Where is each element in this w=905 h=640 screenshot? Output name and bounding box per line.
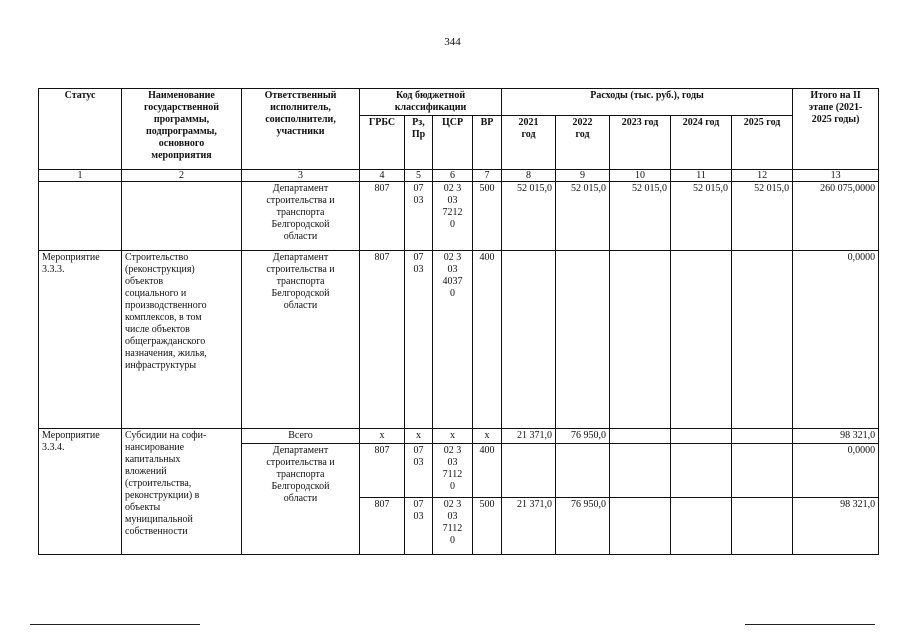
header-vr: ВР <box>473 116 502 170</box>
header-rz-pr: Рз, Пр <box>405 116 433 170</box>
amount-2025-cell <box>732 251 793 429</box>
responsible-cell: Всего <box>242 429 360 444</box>
amount-2023-cell <box>610 498 671 555</box>
column-number: 13 <box>793 170 879 182</box>
amount-2023-cell: 52 015,0 <box>610 182 671 251</box>
table-row <box>39 182 879 251</box>
rz-pr-cell: х <box>405 429 433 444</box>
grbs-cell: х <box>360 429 405 444</box>
column-number: 6 <box>433 170 473 182</box>
responsible-cell: Департамент строительства и транспорта Белгородской области <box>242 182 360 251</box>
amount-2025-cell <box>732 498 793 555</box>
vr-cell: 500 <box>473 182 502 251</box>
header-2024: 2024 год <box>671 116 732 170</box>
csr-cell: х <box>433 429 473 444</box>
rz-pr-cell: 07 03 <box>405 182 433 251</box>
table-row <box>39 429 879 444</box>
header-status: Статус <box>39 89 122 170</box>
csr-cell: 02 3 03 7112 0 <box>433 498 473 555</box>
amount-2024-cell: 52 015,0 <box>671 182 732 251</box>
name-cell <box>122 182 242 251</box>
rz-pr-cell: 07 03 <box>405 251 433 429</box>
grbs-cell: 807 <box>360 498 405 555</box>
column-number: 10 <box>610 170 671 182</box>
status-cell: Мероприятие 3.3.3. <box>39 251 122 429</box>
header-expenses: Расходы (тыс. руб.), годы <box>502 89 793 116</box>
column-number: 4 <box>360 170 405 182</box>
column-number: 3 <box>242 170 360 182</box>
total-cell: 98 321,0 <box>793 498 879 555</box>
amount-2024-cell <box>671 429 732 444</box>
column-number: 1 <box>39 170 122 182</box>
total-cell: 98 321,0 <box>793 429 879 444</box>
amount-2023-cell <box>610 429 671 444</box>
header-total: Итого на II этапе (2021- 2025 годы) <box>793 89 879 170</box>
table-header-row <box>39 89 879 116</box>
amount-2024-cell <box>671 251 732 429</box>
amount-2025-cell: 52 015,0 <box>732 182 793 251</box>
total-cell: 0,0000 <box>793 444 879 498</box>
header-grbs: ГРБС <box>360 116 405 170</box>
csr-cell: 02 3 03 4037 0 <box>433 251 473 429</box>
vr-cell: 400 <box>473 251 502 429</box>
vr-cell: х <box>473 429 502 444</box>
scan-edge-line <box>30 624 200 625</box>
name-cell: Субсидии на софи- нансирование капитальных вложений (строительства, реконструкции) в объекты муниципальной собственности <box>122 429 242 555</box>
column-number: 5 <box>405 170 433 182</box>
header-budget-code: Код бюджетной классификации <box>360 89 502 116</box>
amount-2022-cell <box>556 251 610 429</box>
column-number: 11 <box>671 170 732 182</box>
amount-2025-cell <box>732 444 793 498</box>
total-cell: 260 075,0000 <box>793 182 879 251</box>
grbs-cell: 807 <box>360 444 405 498</box>
vr-cell: 400 <box>473 444 502 498</box>
amount-2023-cell <box>610 251 671 429</box>
column-number: 2 <box>122 170 242 182</box>
header-csr: ЦСР <box>433 116 473 170</box>
header-2025: 2025 год <box>732 116 793 170</box>
csr-cell: 02 3 03 7212 0 <box>433 182 473 251</box>
csr-cell: 02 3 03 7112 0 <box>433 444 473 498</box>
responsible-cell: Департамент строительства и транспорта Белгородской области <box>242 251 360 429</box>
responsible-cell: Департамент строительства и транспорта Белгородской области <box>242 444 360 555</box>
amount-2021-cell <box>502 444 556 498</box>
rz-pr-cell: 07 03 <box>405 498 433 555</box>
column-number: 12 <box>732 170 793 182</box>
column-number: 9 <box>556 170 610 182</box>
name-cell: Строительство (реконструкция) объектов социального и производственного комплексов, в том числе объектов общегражданского назначения, жилья, инфраструктуры <box>122 251 242 429</box>
amount-2025-cell <box>732 429 793 444</box>
header-2023: 2023 год <box>610 116 671 170</box>
rz-pr-cell: 07 03 <box>405 444 433 498</box>
amount-2021-cell: 21 371,0 <box>502 429 556 444</box>
amount-2022-cell: 76 950,0 <box>556 429 610 444</box>
amount-2022-cell <box>556 444 610 498</box>
column-number: 7 <box>473 170 502 182</box>
status-cell: Мероприятие 3.3.4. <box>39 429 122 555</box>
amount-2021-cell <box>502 251 556 429</box>
budget-table <box>38 88 879 555</box>
amount-2022-cell: 76 950,0 <box>556 498 610 555</box>
total-cell: 0,0000 <box>793 251 879 429</box>
amount-2022-cell: 52 015,0 <box>556 182 610 251</box>
table-row <box>39 251 879 429</box>
header-name: Наименование государственной программы, подпрограммы, основного мероприятия <box>122 89 242 170</box>
column-number-row <box>39 170 879 182</box>
scan-edge-line <box>745 624 875 625</box>
vr-cell: 500 <box>473 498 502 555</box>
column-number: 8 <box>502 170 556 182</box>
status-cell <box>39 182 122 251</box>
header-responsible: Ответственный исполнитель, соисполнители, участники <box>242 89 360 170</box>
grbs-cell: 807 <box>360 182 405 251</box>
amount-2024-cell <box>671 444 732 498</box>
amount-2023-cell <box>610 444 671 498</box>
header-2022: 2022 год <box>556 116 610 170</box>
amount-2024-cell <box>671 498 732 555</box>
header-2021: 2021 год <box>502 116 556 170</box>
amount-2021-cell: 21 371,0 <box>502 498 556 555</box>
page-number: 344 <box>444 36 461 48</box>
amount-2021-cell: 52 015,0 <box>502 182 556 251</box>
grbs-cell: 807 <box>360 251 405 429</box>
